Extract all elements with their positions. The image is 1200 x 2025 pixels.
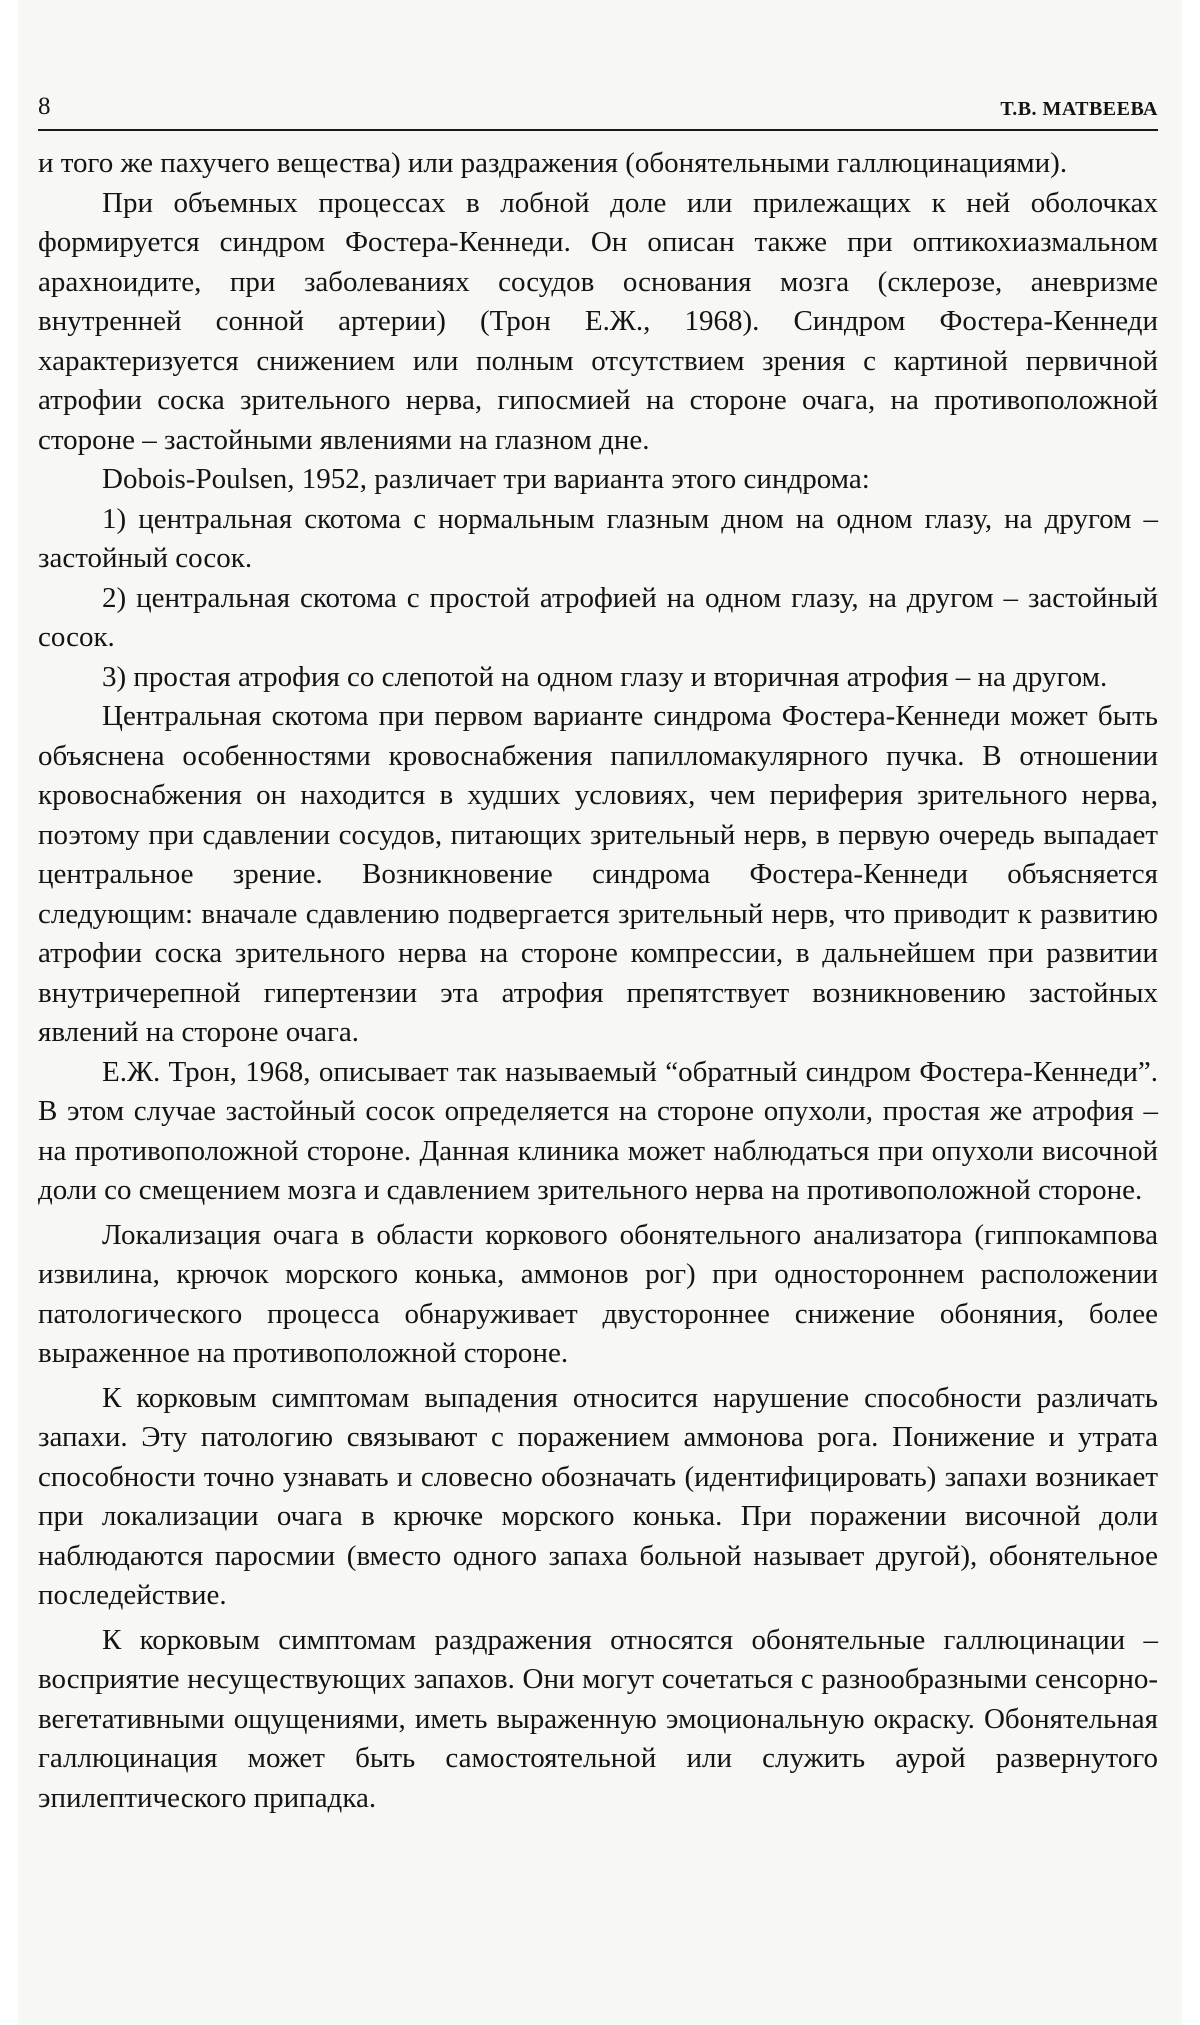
page-header: [38, 92, 1158, 132]
paragraph: К корковым симптомам выпадения относится нарушение способности различать запахи. Эту патологию связывают с поражением аммонова рога. Понижение и утрата способности точно узнавать и словесно обозначать (идентифицировать) запахи возникает при локализации очага в крючке морского конька. При поражении височной доли наблюдаются паросмии (вместо одного запаха больной называет другой), обонятельное последействие.: [38, 1381, 1158, 1611]
paragraph: Dobois-Poulsen, 1952, различает три варианта этого синдрома:: [102, 463, 870, 495]
body-text: [38, 144, 1158, 1818]
paragraph: К корковым симптомам раздражения относятся обонятельные галлюцинации – восприятие несуществующих запахов. Они могут сочетаться с разнообразными сенсорно-вегетативными ощущениями, иметь выраженную эмоциональную окраску. Обонятельная галлюцинация может быть самостоятельной или служить аурой развернутого эпилептического припадка.: [38, 1623, 1158, 1814]
paragraph: При объемных процессах в лобной доле или прилежащих к ней оболочках формируется синдром Фостера-Кеннеди. Он описан также при оптикохиазмальном арахноидите, при заболеваниях сосудов основания мозга (склерозе, аневризме внутренней сонной артерии) (Трон Е.Ж., 1968). Синдром Фостера-Кеннеди характеризуется снижением или полным отсутствием зрения с картиной первичной атрофии соска зрительного нерва, гипосмией на стороне очага, на противоположной стороне – застойными явлениями на глазном дне.: [38, 186, 1158, 456]
paragraph: Е.Ж. Трон, 1968, описывает так называемый “обратный синдром Фостера-Кеннеди”. В этом случае застойный сосок определяется на стороне опухоли, простая же атрофия – на противоположной стороне. Данная клиника может наблюдаться при опухоли височной доли со смещением мозга и сдавлением зрительного нерва на противоположной стороне.: [38, 1055, 1158, 1206]
list-item: 2) центральная скотома с простой атрофией на одном глазу, на другом – застойный сосок.: [38, 581, 1158, 653]
paragraph: Локализация очага в области коркового обонятельного анализатора (гиппокампова извилина, крючок морского конька, аммонов рог) при одностороннем расположении патологического процесса обнаруживает двустороннее снижение обоняния, более выраженное на противоположной стороне.: [38, 1218, 1158, 1369]
list-item: 1) центральная скотома с нормальным глазным дном на одном глазу, на другом – застойный сосок.: [38, 502, 1158, 574]
paragraph-continuation: и того же пахучего вещества) или раздражения (обонятельными галлюцинациями).: [38, 147, 1068, 179]
running-head: Т.В. МАТВЕЕВА: [1000, 98, 1158, 120]
paragraph: Центральная скотома при первом варианте синдрома Фостера-Кеннеди может быть объяснена особенностями кровоснабжения папилломакулярного пучка. В отношении кровоснабжения он находится в худших условиях, чем периферия зрительного нерва, поэтому при сдавлении сосудов, питающих зрительный нерв, в первую очередь выпадает центральное зрение. Возникновение синдрома Фостера-Кеннеди объясняется следующим: вначале сдавлению подвергается зрительный нерв, что приводит к развитию атрофии соска зрительного нерва на стороне компрессии, в дальнейшем при развитии внутричерепной гипертензии эта атрофия препятствует возникновению застойных явлений на стороне очага.: [38, 700, 1158, 1048]
page-number: 8: [38, 93, 51, 120]
book-page: [18, 0, 1182, 2025]
list-item: 3) простая атрофия со слепотой на одном глазу и вторичная атрофия – на другом.: [102, 660, 1108, 693]
header-rule: [38, 129, 1158, 131]
